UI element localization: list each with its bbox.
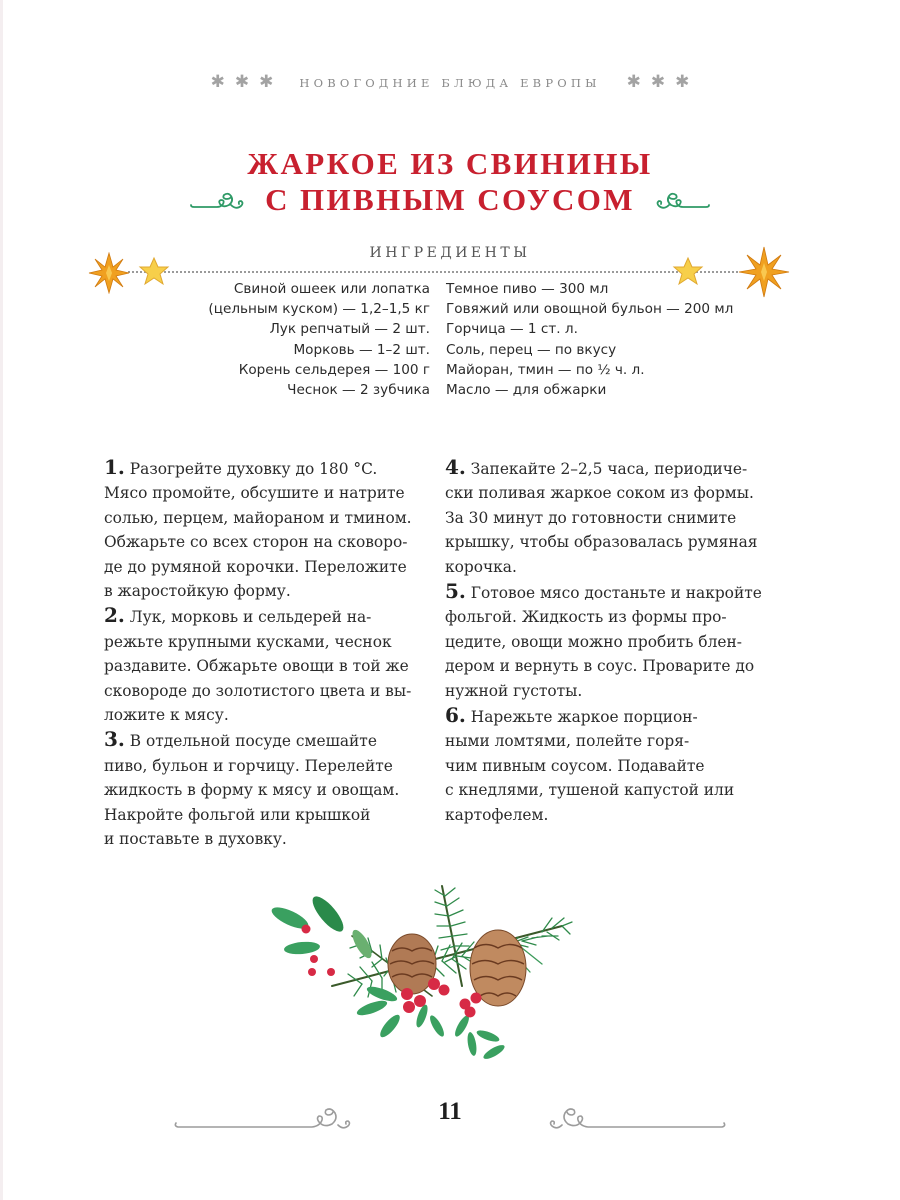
step-text-line: крышку, чтобы образовалась румяная bbox=[445, 533, 758, 552]
step-number: 5. bbox=[445, 579, 466, 604]
eight-point-star-icon bbox=[88, 252, 130, 294]
ingredients-column-left bbox=[208, 279, 430, 400]
ingredients-column-right bbox=[446, 279, 733, 400]
step-text-line: Нарежьте жаркое порцион- bbox=[470, 708, 698, 727]
running-header bbox=[0, 74, 900, 91]
step-text-line: и поставьте в духовку. bbox=[104, 830, 287, 849]
recipe-title bbox=[0, 146, 900, 218]
step-text-line: Мясо промойте, обсушите и натрите bbox=[104, 484, 405, 503]
ingredient-item: Горчица — 1 ст. л. bbox=[446, 321, 578, 338]
step-text-line: Запекайте 2–2,5 часа, периодиче- bbox=[470, 460, 748, 478]
step-4 bbox=[445, 455, 790, 579]
ingredient-item: Соль, перец — по вкусу bbox=[446, 341, 617, 358]
six-point-star-icon: ✱ bbox=[675, 72, 690, 92]
ingredient-item: Чеснок — 2 зубчика bbox=[287, 382, 430, 399]
header-ornament-right bbox=[627, 74, 690, 91]
recipe-title-line-1: ЖАРКОЕ ИЗ СВИНИНЫ bbox=[247, 146, 653, 181]
ingredient-item: Майоран, тмин — по ½ ч. л. bbox=[446, 361, 645, 378]
step-text-line: Лук, морковь и сельдерей на- bbox=[129, 608, 372, 627]
ingredient-item: Свиной ошеек или лопатка bbox=[233, 281, 430, 297]
star-icon bbox=[138, 256, 170, 286]
step-text-line: дером и вернуть в соус. Проварите до bbox=[445, 657, 755, 676]
step-text-line: нужной густоты. bbox=[445, 681, 583, 700]
step-text-line: в жаростойкую форму. bbox=[104, 582, 291, 601]
step-2 bbox=[104, 603, 449, 727]
step-text-line: За 30 минут до готовности снимите bbox=[445, 508, 737, 527]
step-text-line: фольгой. Жидкость из формы про- bbox=[445, 608, 727, 627]
dotted-divider bbox=[128, 271, 738, 273]
page-footer bbox=[0, 1096, 900, 1136]
six-point-star-icon: ✱ bbox=[626, 72, 641, 92]
step-text-line: раздавите. Обжарьте овощи в той же bbox=[104, 657, 409, 676]
header-ornament-left bbox=[211, 74, 274, 91]
six-point-star-icon: ✱ bbox=[259, 72, 274, 92]
step-text-line: цедите, овощи можно пробить блен- bbox=[445, 632, 742, 651]
step-text-line: ными ломтями, полейте горя- bbox=[445, 732, 690, 751]
step-text-line: корочка. bbox=[445, 557, 517, 576]
step-number: 3. bbox=[104, 727, 125, 752]
step-text-line: с кнедлями, тушеной капустой или bbox=[445, 781, 735, 800]
footer-flourish-right-icon bbox=[528, 1096, 728, 1136]
step-text-line: Разогрейте духовку до 180 °C. bbox=[129, 460, 378, 478]
six-point-star-icon: ✱ bbox=[210, 72, 225, 92]
running-header-title: НОВОГОДНИЕ БЛЮДА ЕВРОПЫ bbox=[299, 75, 601, 90]
step-number: 1. bbox=[104, 455, 125, 479]
step-text-line: жидкость в форму к мясу и овощам. bbox=[104, 781, 400, 800]
page-number: 11 bbox=[438, 1098, 462, 1125]
step-text-line: Накройте фольгой или крышкой bbox=[104, 805, 371, 824]
step-5 bbox=[445, 579, 790, 703]
step-text-line: режьте крупными кусками, чеснок bbox=[104, 632, 392, 651]
step-text-line: солью, перцем, майораном и тмином. bbox=[104, 508, 412, 527]
step-number: 6. bbox=[445, 703, 466, 728]
step-1 bbox=[104, 455, 449, 603]
step-text-line: чим пивным соусом. Подавайте bbox=[445, 756, 705, 775]
step-number: 4. bbox=[445, 455, 466, 479]
step-text-line: ложите к мясу. bbox=[104, 706, 229, 725]
steps-column-left bbox=[104, 455, 449, 852]
pine-branch-illustration bbox=[262, 866, 622, 1066]
step-6 bbox=[445, 703, 790, 827]
six-point-star-icon: ✱ bbox=[650, 72, 666, 92]
eight-point-star-icon bbox=[738, 246, 790, 298]
step-text-line: де до румяной корочки. Переложите bbox=[104, 557, 407, 576]
ingredient-item: Масло — для обжарки bbox=[446, 382, 607, 399]
pine-needles bbox=[332, 886, 572, 997]
step-number: 2. bbox=[104, 603, 125, 628]
flourish-right-icon bbox=[645, 188, 711, 212]
six-point-star-icon: ✱ bbox=[234, 72, 250, 92]
step-text-line: пиво, бульон и горчицу. Перелейте bbox=[104, 756, 393, 775]
ingredients-heading: ИНГРЕДИЕНТЫ bbox=[369, 245, 531, 261]
ingredient-item: Морковь — 1–2 шт. bbox=[293, 341, 430, 358]
step-text-line: ски поливая жаркое соком из формы. bbox=[445, 484, 754, 503]
ingredient-item: Говяжий или овощной бульон — 200 мл bbox=[446, 301, 734, 318]
ingredient-item: Темное пиво — 300 мл bbox=[446, 281, 609, 297]
ingredient-item: (цельным куском) — 1,2–1,5 кг bbox=[208, 301, 430, 318]
ingredient-item: Корень сельдерея — 100 г bbox=[238, 361, 430, 378]
step-text-line: картофелем. bbox=[445, 805, 549, 824]
ingredient-item: Лук репчатый — 2 шт. bbox=[269, 321, 430, 338]
steps-column-right bbox=[445, 455, 790, 827]
step-3 bbox=[104, 727, 449, 851]
flourish-left-icon bbox=[189, 188, 255, 212]
step-text-line: Обжарьте со всех сторон на сковоро- bbox=[104, 533, 408, 552]
step-text-line: Готовое мясо достаньте и накройте bbox=[470, 584, 762, 603]
recipe-title-line-2: С ПИВНЫМ СОУСОМ bbox=[265, 182, 635, 217]
step-text-line: сковороде до золотистого цвета и вы- bbox=[104, 681, 412, 700]
step-text-line: В отдельной посуде смешайте bbox=[129, 732, 377, 751]
